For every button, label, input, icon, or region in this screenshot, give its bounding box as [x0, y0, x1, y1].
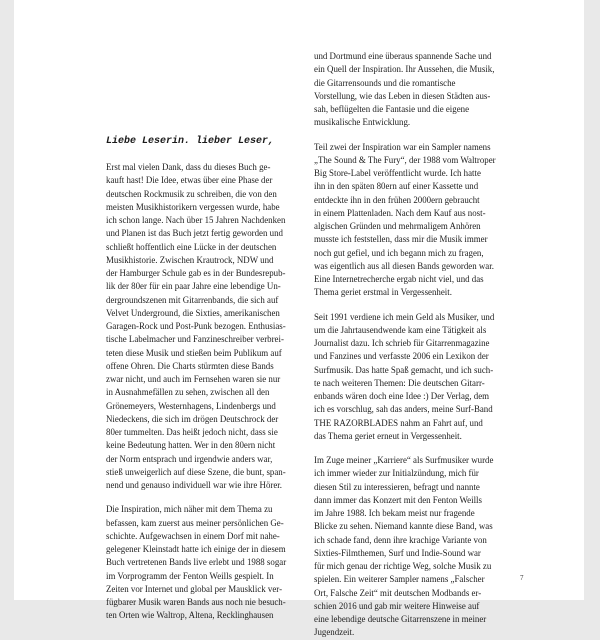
text-line: Ort, Falsche Zeit“ mit deutschen Modbands er- [314, 587, 482, 598]
text-line: Sixties-Filmthemen, Surf und Indie-Sound war [314, 547, 481, 558]
text-line: für mich genau der richtige Weg, solche Musik zu [314, 561, 492, 571]
text-line: schien 2016 und gab mir weitere Hinweise auf [314, 600, 480, 611]
text-line: Seit 1991 verdiene ich mein Geld als Musiker, und [314, 311, 495, 322]
book-page [14, 0, 584, 638]
paragraph [314, 141, 512, 300]
text-line: deutschen Rockmusik zu schreiben, die von den [106, 188, 277, 199]
text-line: Erst mal vielen Dank, dass du dieses Buch ge- [106, 162, 271, 172]
paragraph [314, 311, 512, 444]
text-line: im Vorprogramm der Fenton Weills gespielt. In [106, 570, 274, 581]
text-line: noch gut gefiel, und ich begann mich zu fragen, [314, 247, 484, 258]
text-line: kauft hast! Die Idee, etwas über eine Phase der [106, 175, 273, 186]
text-line: Musikhistorie. Zwischen Krautrock, NDW und [106, 254, 274, 265]
text-line: stieß unweigerlich auf diese Szene, die bunt, span- [106, 466, 286, 477]
text-line: „The Sound & The Fury“, der 1988 vom Waltroper [314, 154, 496, 165]
text-line: ten Orten wie Waltrop, Altena, Recklinghausen [106, 610, 274, 621]
text-line: zwar nicht, und auch im Fernsehen waren sie nur [106, 374, 281, 384]
text-line: nend und genauso individuell war wie ihre Hörer. [106, 480, 282, 490]
paragraph [106, 503, 302, 622]
paragraph-gap [314, 443, 512, 454]
text-line: offene Ohren. Die Charts stürmten diese Bands [106, 360, 274, 371]
text-line: und Planen ist das Buch jetzt fertig geworden und [106, 228, 283, 239]
text-line: Journalist dazu. Ich schrieb für Gitarrenmagazine [314, 338, 490, 348]
text-line: algischen Gründen und mehrmaligem Anhören [314, 221, 481, 231]
text-line: und Fanzines und verfasste 2006 ein Lexikon der [314, 351, 489, 362]
text-line: Teil zwei der Inspiration war ein Sampler namens [314, 141, 491, 152]
paragraph [314, 50, 512, 130]
text-line: 80er tummelten. Das heißt jedoch nicht, dass sie [106, 427, 278, 437]
text-line: Grönemeyers, Westernhagens, Lindenbergs und [106, 400, 276, 411]
text-line: sah, beflügelten die Fantasie und die eigene [314, 104, 470, 114]
text-line: Die Inspiration, mich näher mit dem Thema zu [106, 504, 273, 515]
text-line: spielen. Ein weiterer Sampler namens „Falscher [314, 574, 485, 585]
text-line: der Hamburger Schule gab es in der Bundesrepub- [106, 268, 286, 278]
text-line: gelegener Kleinstadt hatte ich einige der in diesem [106, 544, 286, 554]
paragraph [314, 454, 512, 640]
text-line: Blicke zu sehen. Niemand kannte diese Band, was [314, 521, 493, 532]
text-line: ich schon lange. Nach über 15 Jahren Nachdenken [106, 215, 286, 225]
text-line: Buch vertretenen Bands live erlebt und 1988 sogar [106, 557, 287, 568]
text-line: befassen, kam zuerst aus meiner persönlichen Ge- [106, 517, 284, 528]
text-line: um die Jahrtausendwende kam eine Tätigkeit als [314, 324, 487, 335]
text-line: Vorstellung, wie das Leben in diesen Städten aus- [314, 90, 491, 101]
text-line: Surfmusik. Das hatte Spaß gemacht, und ich such- [314, 364, 494, 375]
text-line: im Jahre 1988. Ich bekam meist nur fragende [314, 508, 475, 518]
paragraph [106, 161, 302, 492]
text-line: der Norm entsprach und irgendwie anders war, [106, 453, 273, 464]
left-text-column [106, 161, 302, 623]
text-line: ich schade fand, denn ihre krachige Variante von [314, 534, 487, 545]
text-line: Big Store-Label veröffentlicht wurde. Ich hatte [314, 168, 481, 178]
text-line: dergroundszenen mit Gitarrenbands, die sich auf [106, 294, 279, 305]
paragraph-gap [314, 130, 512, 141]
text-line: Eine Internetrecherche ergab nicht viel, und das [314, 274, 484, 284]
text-line: ein Quell der Inspiration. Ihr Aussehen, die Musik, [314, 64, 495, 75]
text-line: Thema geriet erstmal in Vergessenheit. [314, 287, 452, 298]
text-line: schließt hoffentlich eine Lücke in der deutschen [106, 241, 277, 252]
salutation-heading: Liebe Leserin. lieber Leser, [106, 136, 275, 147]
text-line: fügbarer Musik waren Bands aus noch nie besuch- [106, 597, 286, 607]
text-line: in Ausnahmefällen zu sehen, zwischen all den [106, 387, 270, 398]
text-line: Niedeckens, die sich im drögen Deutschrock der [106, 413, 279, 424]
text-line: ich immer wieder zur Initialzündung, mich für [314, 468, 479, 479]
text-line: was eigentlich aus all diesen Bands geworden war. [314, 260, 494, 271]
text-line: keine Bedeutung hatten. Wer in den 80ern nicht [106, 440, 276, 451]
text-line: entdeckte ihn in den frühen 2000ern gebraucht [314, 194, 480, 205]
page-number: 7 [520, 574, 524, 582]
text-line: enbands wären doch eine Idee :) Der Verlag, dem [314, 391, 490, 401]
text-line: ihn in den späten 80ern auf einer Kassette und [314, 181, 479, 192]
text-line: schichte. Aufgewachsen in einem Dorf mit nahe- [106, 530, 280, 541]
paragraph-gap [106, 492, 302, 503]
text-line: meisten Musikhistorikern vergessen wurde, habe [106, 201, 280, 212]
text-line: Zeiten vor Internet und global per Mausklick ver- [106, 583, 283, 594]
text-line: Garagen-Rock und Post-Punk bezogen. Enthusias- [106, 321, 286, 331]
text-line: lik der 80er für ein paar Jahre eine lebendige Un- [106, 281, 281, 292]
text-line: teten diese Musik und stießen beim Publikum auf [106, 347, 282, 358]
text-line: diesen Stil zu interessieren, befragt und nannte [314, 481, 480, 492]
text-line: das Thema geriet erneut in Vergessenheit. [314, 430, 462, 441]
text-line: THE RAZORBLADES nahm an Fahrt auf, und [314, 417, 483, 428]
paragraph-gap [314, 300, 512, 311]
text-line: musikalische Entwicklung. [314, 117, 411, 128]
text-line: ich es vorschlug, sah das anders, meine Surf-Band [314, 404, 493, 415]
text-line: in einem Plattenladen. Nach dem Kauf aus nost- [314, 207, 486, 218]
text-line: dann immer das Konzert mit den Fenton Weills [314, 494, 482, 505]
text-line: te nach weiteren Themen: Die deutschen Gitarr- [314, 377, 485, 388]
text-line: eine lebendige deutsche Gitarrenszene in meiner [314, 614, 487, 624]
text-line: Jugendzeit. [314, 627, 355, 638]
text-line: tische Labelmacher und Fanzineschreiber verbrei- [106, 334, 284, 345]
text-line: Velvet Underground, die Sixties, amerikanischen [106, 307, 280, 318]
right-text-column [314, 50, 512, 640]
text-line: und Dortmund eine überaus spannende Sache und [314, 51, 492, 61]
text-line: die Gitarrensounds und die romantische [314, 77, 456, 88]
text-line: musste ich feststellen, dass mir die Musik immer [314, 234, 488, 245]
text-line: Im Zuge meiner „Karriere“ als Surfmusiker wurde [314, 455, 494, 465]
